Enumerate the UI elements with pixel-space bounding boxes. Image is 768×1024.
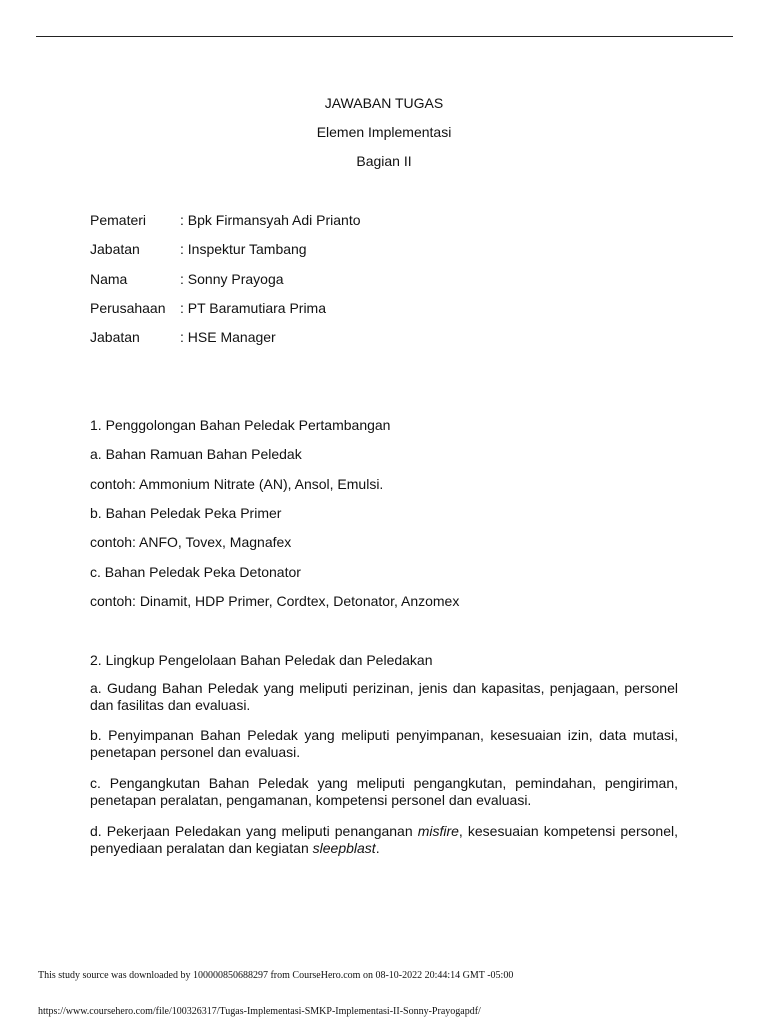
section-2-heading: 2. Lingkup Pengelolaan Bahan Peledak dan Peledakan [90, 652, 433, 668]
meta-value: : Inspektur Tambang [180, 241, 307, 257]
meta-row-jabatan-2 [90, 328, 678, 346]
document-subtitle: Elemen Implementasi [316, 124, 452, 140]
paragraph-d-text-2: , kesesuaian kompetensi personel, penyediaan peralatan dan kegiatan [90, 823, 678, 856]
download-source-note: This study source was downloaded by 100000850688297 from CourseHero.com on 08-10-2022 20:44:14 GMT -05:00 [38, 970, 514, 981]
meta-label: Jabatan [90, 329, 140, 345]
meta-label: Pemateri [90, 212, 147, 228]
section-1-example-c: contoh: Dinamit, HDP Primer, Cordtex, Detonator, Anzomex [90, 593, 460, 609]
document-title: JAWABAN TUGAS [324, 95, 444, 111]
meta-row-jabatan [90, 240, 678, 258]
meta-row-nama [90, 270, 678, 288]
section-2-paragraph-a: a. Gudang Bahan Peledak yang meliputi perizinan, jenis dan kapasitas, penjagaan, personel dan fasilitas dan evaluasi. [90, 680, 678, 713]
document-part: Bagian II [356, 153, 412, 169]
meta-row-perusahaan [90, 299, 678, 317]
section-1-example-b: contoh: ANFO, Tovex, Magnafex [90, 534, 292, 550]
term-misfire: misfire [417, 823, 459, 839]
source-url-link[interactable]: https://www.coursehero.com/file/100326317/Tugas-Implementasi-SMKP-Implementasi-II-Sonny-Prayogapdf/ [38, 1006, 481, 1017]
meta-label: Perusahaan [90, 300, 166, 316]
top-rule [36, 36, 733, 37]
meta-row-pemateri [90, 211, 678, 229]
section-1-item-b: b. Bahan Peledak Peka Primer [90, 505, 282, 521]
section-2-paragraph-d [90, 823, 678, 857]
paragraph-d-text-1: d. Pekerjaan Peledakan yang meliputi penanganan [90, 823, 418, 839]
meta-label: Nama [90, 271, 128, 287]
section-1-example-a: contoh: Ammonium Nitrate (AN), Ansol, Emulsi. [90, 476, 384, 492]
meta-value: : Sonny Prayoga [180, 271, 284, 287]
section-1-heading: 1. Penggolongan Bahan Peledak Pertambangan [90, 417, 391, 433]
meta-value: : Bpk Firmansyah Adi Prianto [180, 212, 361, 228]
term-sleepblast: sleepblast [312, 840, 376, 856]
paragraph-d-text-3: . [375, 840, 380, 856]
meta-value: : PT Baramutiara Prima [180, 300, 327, 316]
meta-label: Jabatan [90, 241, 140, 257]
section-2-paragraph-b: b. Penyimpanan Bahan Peledak yang meliputi penyimpanan, kesesuaian izin, data mutasi, penetapan personel dan evaluasi. [90, 727, 678, 760]
section-1-item-c: c. Bahan Peledak Peka Detonator [90, 564, 301, 580]
section-2-paragraph-c: c. Pengangkutan Bahan Peledak yang meliputi pengangkutan, pemindahan, pengiriman, penetapan peralatan, pengamanan, kompetensi personel dan evaluasi. [90, 775, 678, 808]
meta-value: : HSE Manager [180, 329, 276, 345]
section-1-item-a: a. Bahan Ramuan Bahan Peledak [90, 446, 302, 462]
